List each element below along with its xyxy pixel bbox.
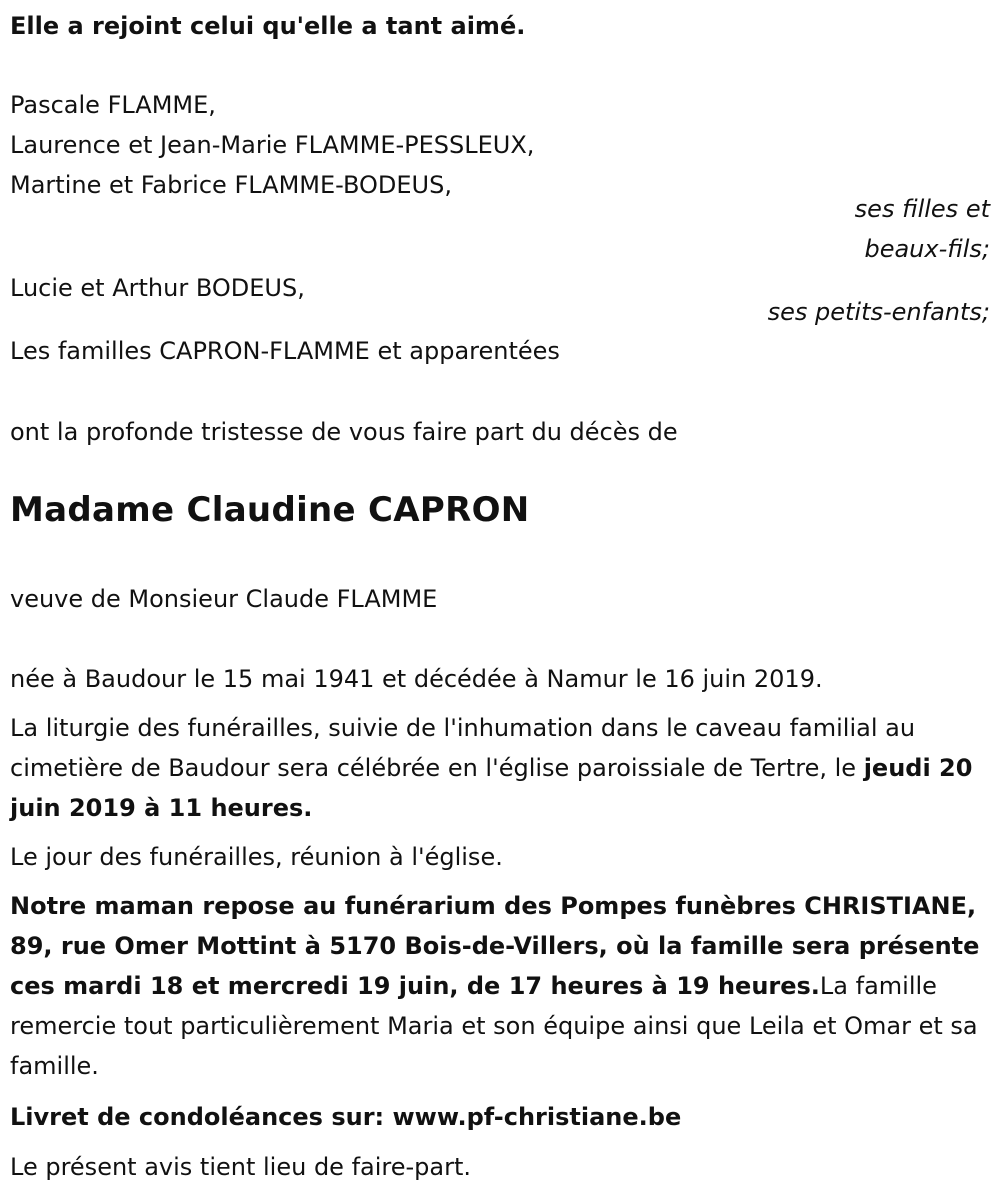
- role-sons-in-law: beaux-fils;: [864, 235, 990, 263]
- condolences-link[interactable]: Livret de condoléances sur: www.pf-christiane.be: [10, 1103, 682, 1131]
- liturgy-text: La liturgie des funérailles, suivie de l'inhumation dans le caveau familial au cimetière de Baudour sera célébrée en l'église paroissiale de Tertre, le: [10, 714, 916, 782]
- liturgy-date: jeudi 20 juin 2019 à 11 heures.: [10, 754, 973, 822]
- rest-text-thanks: La famille remercie tout particulièrement Maria et son équipe ainsi que Leila et Omar et sa famille.: [10, 972, 978, 1080]
- birth-death: née à Baudour le 15 mai 1941 et décédée à Namur le 16 juin 2019.: [10, 665, 823, 693]
- role-daughters: ses filles et: [854, 195, 990, 223]
- liturgy-paragraph: [10, 708, 995, 828]
- family-line-martine: Martine et Fabrice FLAMME-BODEUS,: [10, 171, 452, 199]
- rest-text-bold: Notre maman repose au funérarium des Pompes funèbres CHRISTIANE, 89, rue Omer Mottint à 5170 Bois-de-Villers, où la famille sera présente ces mardi 18 et mercredi 19 juin, de 17 heures à 19 heures.: [10, 892, 980, 1000]
- footer-note: Le présent avis tient lieu de faire-part.: [10, 1153, 472, 1181]
- rest-paragraph: [10, 886, 995, 1086]
- family-line-pascale: Pascale FLAMME,: [10, 91, 216, 119]
- role-grandchildren: ses petits-enfants;: [767, 298, 990, 326]
- headline: Elle a rejoint celui qu'elle a tant aimé.: [10, 12, 526, 40]
- widow-of: veuve de Monsieur Claude FLAMME: [10, 585, 438, 613]
- gathering: Le jour des funérailles, réunion à l'église.: [10, 843, 503, 871]
- family-line-capron: Les familles CAPRON-FLAMME et apparentées: [10, 337, 560, 365]
- family-line-laurence: Laurence et Jean-Marie FLAMME-PESSLEUX,: [10, 131, 535, 159]
- family-line-lucie: Lucie et Arthur BODEUS,: [10, 274, 305, 302]
- announcement: ont la profonde tristesse de vous faire part du décès de: [10, 418, 678, 446]
- deceased-name: Madame Claudine CAPRON: [10, 490, 530, 530]
